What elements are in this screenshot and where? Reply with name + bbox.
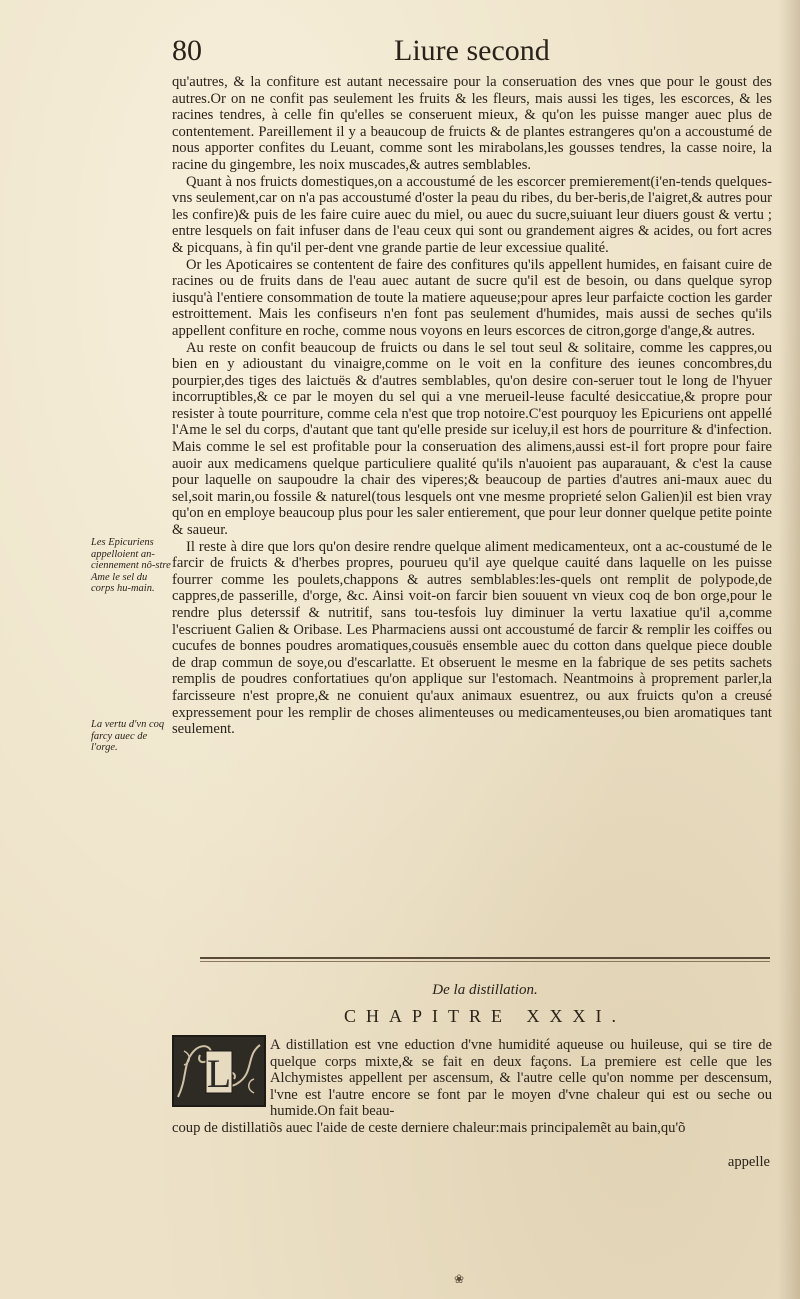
chapter-text-full-width: coup de distillatiõs auec l'aide de ceste derniere chaleur:mais principalemẽt au bain,qu'õ: [172, 1120, 686, 1136]
ornament-foliage-icon: [174, 1037, 264, 1105]
main-text-block: [172, 74, 772, 738]
catchword: appelle: [727, 1154, 770, 1170]
margin-note-epicuriens: Les Epicuriens appelloient an-ciennement nô-stre Ame le sel du corps hu-main.: [91, 537, 171, 594]
page-ornament-icon: ❀: [454, 1272, 465, 1286]
section-divider-rule: [200, 957, 770, 959]
paragraph: qu'autres, & la confiture est autant necessaire pour la conseruation des vnes que pour le goust des autres.Or on ne confit pas seulement les fruits & les fleurs, mais aussi les tiges, les escorces, & les racines tendres, à celle fin qu'elles se conseruent mieux, & qu'on les puisse manger auec plus de contentement. Pareillement il y a beaucoup de fruicts & de plantes estrangeres qu'on a accoustumé de nous apporter confites du Leuant, comme sont les mirabolans,les gousses tendres, la casse noire, la racine du gingembre, les noix muscades,& autres semblables.: [172, 74, 772, 173]
page-header: [172, 34, 772, 74]
chapter-text-beside-initial: A distillation est vne eduction d'vne humidité aqueuse ou huileuse, qui se tire de quelque corps mixte,& se fait en deux façons. La premiere est celle que les Alchymistes appellent per ascensum, & l'autre celle qu'on nomme per descensum, l'vne est l'autre encore se font par le moyen d'vne chaleur qui est ou seche ou humide.On fait beau-: [270, 1037, 772, 1120]
decorated-initial: [172, 1035, 266, 1107]
section-divider-rule: [200, 961, 770, 962]
margin-note-coq-farcy: La vertu d'vn coq farcy auec de l'orge.: [91, 719, 165, 753]
running-title: Liure second: [394, 34, 550, 67]
paragraph: Quant à nos fruicts domestiques,on a accoustumé de les escorcer premierement(i'en-tends quelques-vns seulement,car on n'a pas accoustumé d'oster la peau du ribes, du ber-beris,de l'aigret,& autres pour les confire)& puis de les faire cuire auec du miel, ou auec du sucre,suiuant leur diuers goust & vertu ; entre lesquels on fait infuser dans de l'eau ceux qui sont ou grandement aigres & acides, ou fort acres & picquans, à fin qu'il per-dent vne grande partie de leur excessiue qualité.: [172, 173, 772, 256]
paragraph: Au reste on confit beaucoup de fruicts ou dans le sel tout seul & solitaire, comme les cappres,ou bien en y adioustant du vinaigre,comme on le voit en la confiture des ieunes concombres,du pourpier,des tiges des laictuës & d'autres semblables, qu'on desire con-seruer tout le long de l'hyuer incorruptibles,& ce par le moyen du sel qui a vne merueil-leuse faculté desiccatiue,& propre pour resister à toute pourriture, comme cela n'est que trop notoire.C'est pourquoy les Epicuriens ont appellé l'Ame le sel du corps, d'autant que tant qu'elle preside sur iceluy,il est hors de pourriture & d'infection. Mais comme le sel est profitable pour la conseruation des alimens,aussi est-il fort propre pour faire auoir aux medicamens quelque particuliere qualité qu'ils n'auoient pas auparauant, & c'est la cause pour laquelle on saupoudre la chair des viperes;& beaucoup de parties d'autres ani-maux auec du sel,soit marin,ou fossile & naturel(tous lesquels ont vne mesme proprieté selon Galien)il est bien vray qu'on en employe beaucoup plus pour les saler entierement, que pour leur donner quelque petite pointe & saueur.: [172, 339, 772, 539]
initial-letter: L: [206, 1051, 232, 1096]
paragraph: Or les Apoticaires se contentent de faire des confitures qu'ils appellent humides, en faisant cuire de racines ou de fruits dans de l'eau auec autant de sucre qu'il est de besoin, ou dans quelque syrop iusqu'à l'entiere consommation de toute la matiere aqueuse;pour apres leur parfaicte coction les garder estroittement. Mais les confiseurs n'en font pas seulement d'humides, mais aussi de seches qu'ils appellent confiture en roche, comme nous voyons en leurs escorces de citron,gorge d'ange,& autres.: [172, 256, 772, 339]
folio-number: 80: [172, 34, 202, 67]
chapter-heading: CHAPITRE XXXI.: [344, 1006, 626, 1026]
page-edge-shadow: [778, 0, 800, 1299]
section-title: De la distillation.: [432, 982, 538, 998]
paragraph: Il reste à dire que lors qu'on desire rendre quelque aliment medicamenteux, ont a ac-coustumé de le farcir de fruicts & d'herbes propres, pourueu qu'il aye quelque cauité dans laquelle on les puisse fourrer comme les poulets,chappons & autres semblables:les-quels ont remplit de polypode,de cappres,de passerille, d'orge, &c. Ainsi voit-on farcir bien souuent vn vieux coq de bon orge,pour le rendre plus deterssif & nutritif, sans tou-tesfois luy diminuer la vertu laxatiue qu'il a,comme l'escriuent Galien & Oribase. Les Pharmaciens aussi ont accoustumé de farcir & remplir les coiffes ou cucufes de bonnes poudres aromatiques,cousuës ensemble auec du cotton dans quelque piece double de drap commun de soye,ou d'escarlatte. Et obseruent le mesme en la fabrique de ses petits sachets remplis de poudres confortatiues qu'on applique sur l'estomach. Neantmoins à proprement parler,la farcisseure n'est propre,& ne conuient qu'aux animaux esuentrez, ou aux fruicts qu'on a creusé expressement pour les remplir de choses alimenteuses ou medicamenteuses,ou bien aromatiques tant seulement.: [172, 538, 772, 738]
